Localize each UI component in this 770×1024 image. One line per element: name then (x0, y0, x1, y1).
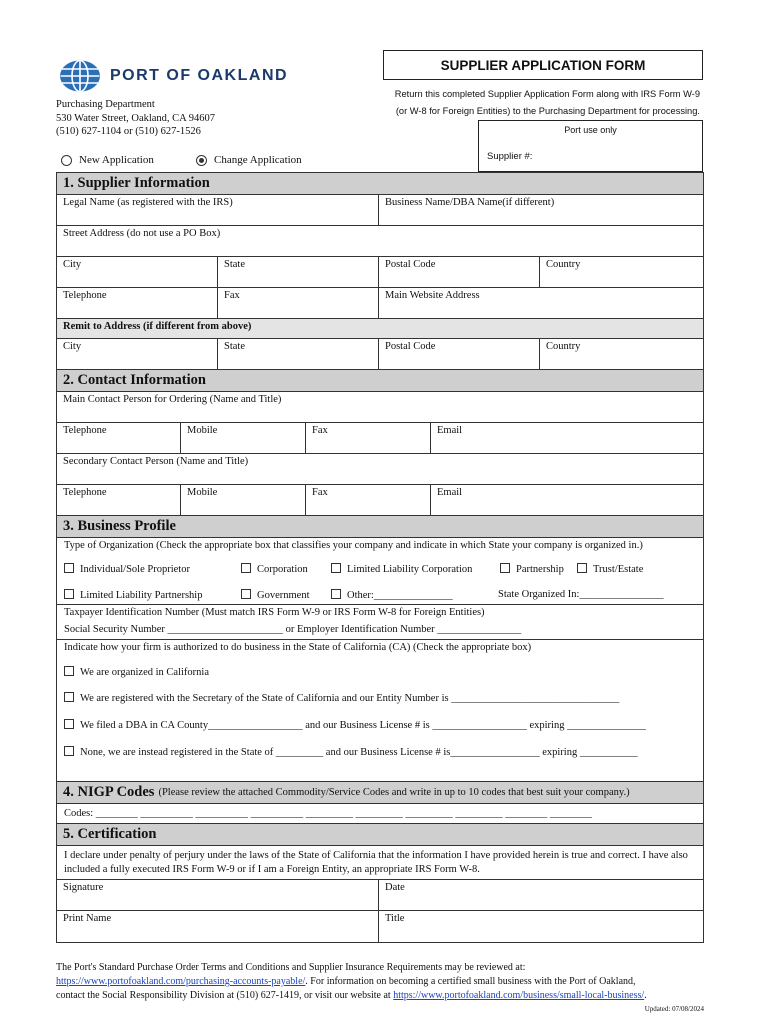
telephone-field[interactable] (57, 288, 218, 318)
option-label: Partnership (516, 564, 564, 575)
authorized-instruction: Indicate how your firm is authorized to do business in the State of California (CA) (Check the appropriate box) (64, 642, 532, 653)
footer-line: contact the Social Responsibility Division at (510) 627-1419, or visit our website at (56, 990, 394, 1001)
option-label: Other:_______________ (347, 590, 453, 601)
footer-line: . (644, 990, 647, 1001)
secondary-email-field[interactable] (431, 485, 703, 515)
remit-postal-field[interactable] (379, 339, 540, 369)
port-use-box (478, 120, 703, 172)
street-address-field[interactable] (57, 226, 703, 256)
option-trust[interactable] (577, 563, 643, 575)
globe-icon (58, 59, 102, 93)
option-label: Individual/Sole Proprietor (80, 564, 190, 575)
field-label: Legal Name (as registered with the IRS) (63, 197, 233, 208)
option-other[interactable] (331, 589, 453, 601)
field-label: Email (437, 425, 463, 436)
new-application-option[interactable] (61, 154, 154, 166)
port-logo (58, 58, 308, 94)
radio-icon[interactable] (61, 155, 72, 166)
dba-name-field[interactable] (379, 195, 703, 225)
supplier-form (56, 172, 704, 943)
field-label: Telephone (63, 290, 107, 301)
return-line: Return this completed Supplier Application Form along with IRS Form W-9 (394, 89, 700, 99)
change-application-option[interactable] (196, 154, 302, 166)
nigp-codes-field[interactable]: Codes: ________ __________ __________ __________ _________ _________ _________ _________ ________ ________ (57, 804, 703, 824)
certification-declaration: I declare under penalty of perjury under the laws of the State of California that the information I have provided herein is true and correct. I have also included a fully executed IRS Form W-9 or if I am a Foreign Entity, an appropriate IRS Form W-8. (57, 846, 703, 880)
footer-notes (56, 961, 704, 1003)
business-profile-block (57, 538, 703, 782)
option-label: We filed a DBA in CA County__________________ and our Business License # is __________________ expiring _______________ (80, 720, 646, 731)
state-organized-field[interactable]: State Organized In:________________ (498, 589, 664, 600)
checkbox-icon[interactable] (500, 563, 510, 573)
section-title: 5. Certification (63, 826, 157, 842)
field-label: Telephone (63, 487, 107, 498)
ca-registered-option[interactable] (64, 692, 619, 704)
option-label: Corporation (257, 564, 308, 575)
form-title: SUPPLIER APPLICATION FORM (383, 50, 703, 80)
checkbox-icon[interactable] (64, 589, 74, 599)
field-label: Fax (312, 487, 328, 498)
option-label: Government (257, 590, 310, 601)
option-partnership[interactable] (500, 563, 564, 575)
field-label: Mobile (187, 425, 218, 436)
checkbox-icon[interactable] (577, 563, 587, 573)
option-label: None, we are instead registered in the State of _________ and our Business License # is_________________ expiring ___________ (80, 747, 638, 758)
field-label: Postal Code (385, 341, 436, 352)
department-address (56, 98, 215, 139)
website-field[interactable] (379, 288, 703, 318)
remit-to-heading (57, 319, 703, 338)
option-label: Limited Liability Corporation (347, 564, 473, 575)
field-label: Title (385, 913, 405, 924)
city-field[interactable] (57, 257, 218, 287)
postal-code-field[interactable] (379, 257, 540, 287)
section-title: 2. Contact Information (63, 372, 206, 388)
field-label: Street Address (do not use a PO Box) (63, 228, 221, 239)
updated-date: Updated: 07/08/2024 (644, 1005, 704, 1013)
print-name-field[interactable] (57, 911, 379, 942)
field-label: State (224, 259, 245, 270)
secondary-fax-field[interactable] (306, 485, 431, 515)
field-label: Fax (224, 290, 240, 301)
small-business-link[interactable]: https://www.portofoakland.com/business/small-local-business/ (393, 990, 645, 1001)
field-label: Business Name/DBA Name(if different) (385, 197, 555, 208)
checkbox-icon[interactable] (64, 719, 74, 729)
field-label: Main Website Address (385, 290, 480, 301)
secondary-telephone-field[interactable] (57, 485, 181, 515)
purchasing-link[interactable]: https://www.portofoakland.com/purchasing-accounts-payable/ (56, 976, 306, 987)
contact-fax-field[interactable] (306, 423, 431, 453)
section-note: (Please review the attached Commodity/Service Codes and write in up to 10 codes that best suit your company.) (158, 787, 630, 798)
return-instructions (340, 86, 700, 120)
section-supplier-info (57, 173, 703, 195)
ca-organized-option[interactable] (64, 666, 209, 678)
secondary-contact-field[interactable] (57, 454, 703, 484)
checkbox-icon[interactable] (64, 746, 74, 756)
field-label: Signature (63, 882, 104, 893)
checkbox-icon[interactable] (64, 563, 74, 573)
legal-name-field[interactable] (57, 195, 379, 225)
radio-selected-icon[interactable] (196, 155, 207, 166)
contact-telephone-field[interactable] (57, 423, 181, 453)
option-llc[interactable] (331, 563, 472, 575)
field-label: Main Contact Person for Ordering (Name and Title) (63, 394, 282, 405)
contact-email-field[interactable] (431, 423, 703, 453)
ca-none-option[interactable] (64, 746, 638, 758)
option-llp[interactable] (64, 589, 202, 601)
secondary-mobile-field[interactable] (181, 485, 306, 515)
type-org-instruction: Type of Organization (Check the appropriate box that classifies your company and indicate in which State your company is organized in.) (64, 540, 643, 551)
option-label: We are organized in California (80, 667, 209, 678)
remit-country-field[interactable] (540, 339, 703, 369)
field-label: Telephone (63, 425, 107, 436)
field-label: Print Name (63, 913, 112, 924)
field-label: State (224, 341, 245, 352)
footer-line: The Port's Standard Purchase Order Terms and Conditions and Supplier Insurance Requirements may be reviewed at: (56, 962, 526, 973)
state-field[interactable] (218, 257, 379, 287)
section-title: 4. NIGP Codes (63, 784, 155, 800)
field-label: Secondary Contact Person (Name and Title) (63, 456, 249, 467)
field-label: City (63, 259, 82, 270)
ca-dba-option[interactable] (64, 719, 646, 731)
field-label: Country (546, 259, 581, 270)
section-nigp-codes (57, 782, 703, 804)
section-title: 3. Business Profile (63, 518, 176, 534)
supplier-number-label: Supplier #: (487, 151, 533, 162)
remit-state-field[interactable] (218, 339, 379, 369)
main-contact-field[interactable] (57, 392, 703, 422)
section-contact-info (57, 370, 703, 392)
section-title: 1. Supplier Information (63, 175, 210, 191)
contact-mobile-field[interactable] (181, 423, 306, 453)
address-line: (510) 627-1104 or (510) 627-1526 (56, 126, 201, 137)
section-business-profile (57, 516, 703, 538)
option-label: We are registered with the Secretary of the State of California and our Entity Number is ________________________________ (80, 693, 620, 704)
remit-city-field[interactable] (57, 339, 218, 369)
title-field[interactable] (379, 911, 703, 942)
field-label: Date (385, 882, 405, 893)
field-label: City (63, 341, 82, 352)
new-application-label: New Application (79, 154, 154, 166)
checkbox-icon[interactable] (64, 692, 74, 702)
signature-field[interactable] (57, 880, 379, 910)
field-label: Country (546, 341, 581, 352)
option-government[interactable] (241, 589, 310, 601)
field-label: Email (437, 487, 463, 498)
org-name: PORT OF OAKLAND (110, 67, 289, 84)
checkbox-icon[interactable] (64, 666, 74, 676)
return-line: (or W-8 for Foreign Entities) to the Purchasing Department for processing. (395, 106, 700, 116)
option-label: Limited Liability Partnership (80, 590, 203, 601)
option-individual[interactable] (64, 563, 190, 575)
field-label: Mobile (187, 487, 218, 498)
country-field[interactable] (540, 257, 703, 287)
section-certification (57, 824, 703, 846)
date-field[interactable] (379, 880, 703, 910)
option-corporation[interactable] (241, 563, 308, 575)
address-line: Purchasing Department (56, 99, 155, 110)
checkbox-icon[interactable] (331, 589, 341, 599)
change-application-label: Change Application (214, 154, 302, 166)
fax-field[interactable] (218, 288, 379, 318)
field-label: Remit to Address (if different from above) (63, 321, 252, 332)
tin-instruction: Taxpayer Identification Number (Must match IRS Form W-9 or IRS Form W-8 for Foreign Entities) (64, 607, 485, 618)
checkbox-icon[interactable] (241, 589, 251, 599)
option-label: Trust/Estate (593, 564, 644, 575)
checkbox-icon[interactable] (241, 563, 251, 573)
footer-line: . For information on becoming a certified small business with the Port of Oakland, (305, 976, 636, 987)
field-label: Postal Code (385, 259, 436, 270)
checkbox-icon[interactable] (331, 563, 341, 573)
field-label: Fax (312, 425, 328, 436)
address-line: 530 Water Street, Oakland, CA 94607 (56, 112, 216, 124)
ssn-ein-field[interactable]: Social Security Number ______________________ or Employer Identification Number ________________ (64, 624, 522, 635)
port-use-label: Port use only (564, 125, 617, 135)
